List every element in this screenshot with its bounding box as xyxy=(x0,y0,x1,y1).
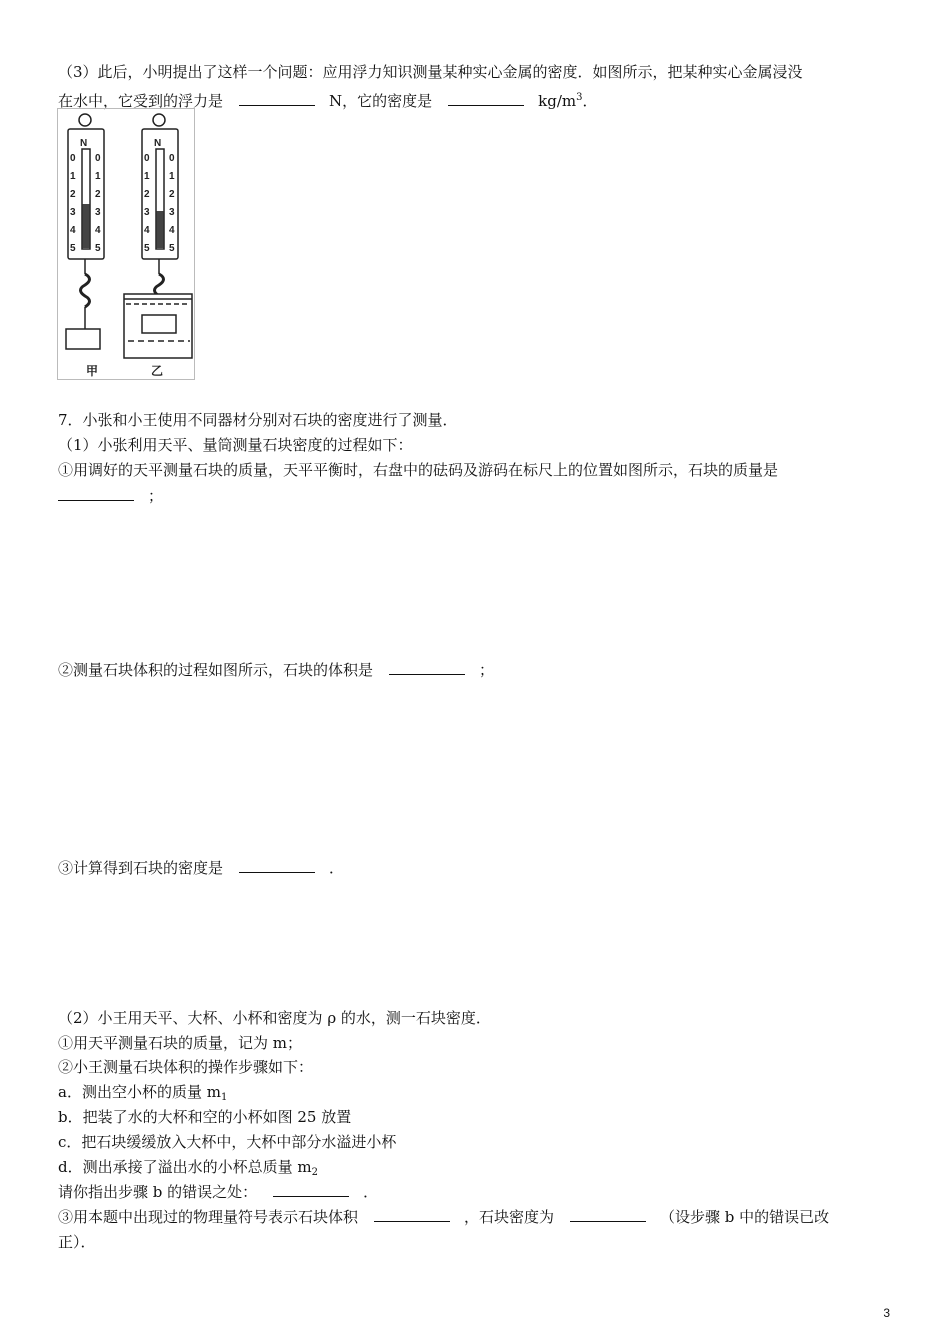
page-number: 3 xyxy=(883,1306,890,1320)
figure-label-left: 甲 xyxy=(86,364,99,378)
scale-right-unit: N xyxy=(154,138,162,149)
step-b-error-blank[interactable] xyxy=(273,1182,349,1197)
q7-p2-step3-a: ③用本题中出现过的物理量符号表示石块体积 xyxy=(58,1208,359,1226)
q7-step2-text: ②测量石块体积的过程如图所示，石块的体积是 xyxy=(58,661,374,679)
q7-part2-title: （2）小王用天平、大杯、小杯和密度为 ρ 的水，测一石块密度． xyxy=(58,1009,491,1027)
q7-step-d-sub: 2 xyxy=(311,1167,318,1178)
q7-p2-step1: ①用天平测量石块的质量，记为 m； xyxy=(58,1034,302,1052)
q7-p2-step3 xyxy=(58,1207,900,1227)
scale-right-tick-1: 1 xyxy=(144,171,150,182)
scale-left-rtick-1: 1 xyxy=(95,171,101,182)
scale-right xyxy=(124,114,192,358)
q7-title: 7．小张和小王使用不同器材分别对石块的密度进行了测量． xyxy=(58,411,458,429)
scale-left-rtick-5: 5 xyxy=(95,243,101,254)
q7-step3 xyxy=(58,858,900,878)
buoyancy-blank[interactable] xyxy=(239,91,315,106)
scale-right-tick-5: 5 xyxy=(144,243,150,254)
q7-step-a xyxy=(58,1082,900,1108)
q7-step1: ①用调好的天平测量石块的质量，天平平衡时，右盘中的砝码及游码在标尺上的位置如图所示，石块的质量是 xyxy=(58,461,779,479)
q7-step-c: c．把石块缓缓放入大杯中，大杯中部分水溢进小杯 xyxy=(58,1133,397,1151)
q7-p2-step2: ②小王测量石块体积的操作步骤如下： xyxy=(58,1058,314,1076)
q7-ask-end: ． xyxy=(363,1183,379,1201)
q7-step1-end: ； xyxy=(148,487,164,505)
q6-unit: kg/m xyxy=(538,92,577,110)
scale-left-unit: N xyxy=(80,138,88,149)
q7-step3-end: ． xyxy=(329,859,345,877)
q6-unit-exponent: 3 xyxy=(576,92,583,103)
scale-left-tick-5: 5 xyxy=(70,243,76,254)
stone-density-blank[interactable] xyxy=(239,858,315,873)
q7-step-d xyxy=(58,1157,900,1183)
q7-step2-end: ； xyxy=(479,661,495,679)
q7-ask-text: 请你指出步骤 b 的错误之处： xyxy=(58,1183,258,1201)
scale-left-tick-4: 4 xyxy=(70,225,76,236)
scale-right-tick-3: 3 xyxy=(144,207,150,218)
scale-right-tick-2: 2 xyxy=(144,189,150,200)
scale-left-tick-2: 2 xyxy=(70,189,76,200)
scale-right-tick-4: 4 xyxy=(144,225,150,236)
scale-right-rtick-0: 0 xyxy=(169,153,175,164)
scale-left-rtick-4: 4 xyxy=(95,225,101,236)
q6-part3-line1: （3）此后，小明提出了这样一个问题：应用浮力知识测量某种实心金属的密度．如图所示，把某种实心金属浸没 xyxy=(58,63,803,81)
q7-step-d-text: d．测出承接了溢出水的小杯总质量 m xyxy=(58,1158,312,1176)
scale-right-tick-0: 0 xyxy=(144,153,150,164)
q7-step-b: b．把装了水的大杯和空的小杯如图 25 放置 xyxy=(58,1108,352,1126)
scale-left-rtick-2: 2 xyxy=(95,189,101,200)
q7-step1-answer xyxy=(58,486,900,506)
q7-step-a-sub: 1 xyxy=(220,1092,228,1103)
q7-part1-title: （1）小张利用天平、量筒测量石块密度的过程如下： xyxy=(58,436,413,454)
q6-density-text: N，它的密度是 xyxy=(329,92,433,110)
q6-period: ． xyxy=(582,92,598,110)
q7-ask xyxy=(58,1182,900,1202)
q7-step-a-text: a．测出空小杯的质量 m xyxy=(58,1083,221,1101)
scale-left-rtick-0: 0 xyxy=(95,153,101,164)
q7-p2-step3-b: ，石块密度为 xyxy=(464,1208,555,1226)
stone-volume-blank[interactable] xyxy=(389,660,465,675)
density-expression-blank[interactable] xyxy=(570,1207,646,1222)
scale-right-rtick-4: 4 xyxy=(169,225,175,236)
scale-right-rtick-5: 5 xyxy=(169,243,175,254)
q7-step3-text: ③计算得到石块的密度是 xyxy=(58,859,224,877)
q7-p2-step3-cont: 正）． xyxy=(58,1233,96,1251)
density-blank[interactable] xyxy=(448,91,524,106)
volume-expression-blank[interactable] xyxy=(374,1207,450,1222)
q7-p2-step3-c: （设步骤 b 中的错误已改 xyxy=(660,1208,830,1226)
scale-left-tick-0: 0 xyxy=(70,153,76,164)
scale-right-rtick-2: 2 xyxy=(169,189,175,200)
spring-scale-figure xyxy=(57,108,195,380)
scale-left-tick-3: 3 xyxy=(70,207,76,218)
q7-step2 xyxy=(58,660,900,680)
scale-left-rtick-3: 3 xyxy=(95,207,101,218)
scale-right-rtick-3: 3 xyxy=(169,207,175,218)
scale-left-tick-1: 1 xyxy=(70,171,76,182)
spring-scale-drawing xyxy=(58,109,194,379)
figure-label-right: 乙 xyxy=(151,364,164,378)
scale-right-rtick-1: 1 xyxy=(169,171,175,182)
stone-mass-blank[interactable] xyxy=(58,486,134,501)
q6-buoyancy-text: 在水中，它受到的浮力是 xyxy=(58,92,224,110)
